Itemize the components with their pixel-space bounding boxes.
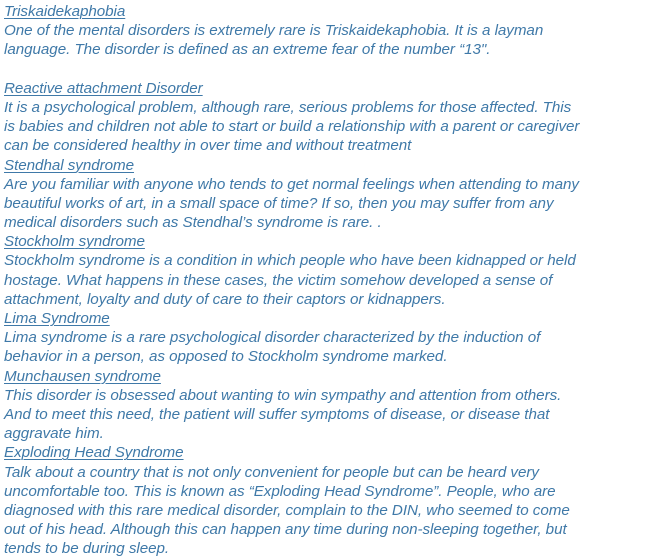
section-text-line: attachment, loyalty and duty of care to their captors or kidnappers. — [4, 290, 446, 308]
section-text-line: hostage. What happens in these cases, the victim somehow developed a sense of — [4, 271, 553, 289]
section-title-triskaidekaphobia: Triskaidekaphobia — [4, 3, 126, 20]
section-title-stendhal-syndrome: Stendhal syndrome — [4, 156, 135, 174]
section-text-line: is babies and children not able to start or build a relationship with a parent or caregiver — [4, 118, 580, 136]
section-text-line: beautiful works of art, in a small space of time? If so, then you may suffer from any — [4, 194, 554, 212]
section-text-line: uncomfortable too. This is known as “Exploding Head Syndrome”. People, who are — [4, 482, 556, 500]
section-title-stockholm-syndrome: Stockholm syndrome — [4, 233, 145, 251]
section-title-exploding-head-syndrome: Exploding Head Syndrome — [4, 444, 184, 462]
section-title-munchausen-syndrome: Munchausen syndrome — [4, 367, 161, 385]
section-text-line: Lima syndrome is a rare psychological disorder characterized by the induction of — [4, 329, 541, 347]
section-text-line: This disorder is obsessed about wanting to win sympathy and attention from others. — [4, 386, 562, 404]
section-text-line: Stockholm syndrome is a condition in which people who have been kidnapped or held — [4, 252, 576, 270]
section-text-line: out of his head. Although this can happen any time during non-sleeping together, but — [4, 521, 567, 539]
section-text-line: And to meet this need, the patient will suffer symptoms of disease, or disease that — [4, 405, 550, 423]
section-text-line: It is a psychological problem, although rare, serious problems for those affected. This — [4, 98, 572, 116]
section-text-line: language. The disorder is defined as an extreme fear of the number “13". — [4, 41, 491, 59]
section-title-reactive-attachment-disorder: Reactive attachment Disorder — [4, 79, 203, 97]
paragraph-spacer — [4, 60, 652, 79]
section-text-line: aggravate him. — [4, 425, 104, 443]
section-text-line: medical disorders such as Stendhal’s syndrome is rare. . — [4, 214, 382, 232]
section-text-line: Talk about a country that is not only convenient for people but can be heard very — [4, 463, 539, 481]
section-text-line: behavior in a person, as opposed to Stockholm syndrome marked. — [4, 348, 448, 366]
section-text-line: can be considered healthy in over time and without treatment — [4, 137, 412, 155]
section-text-line: Are you familiar with anyone who tends to get normal feelings when attending to many — [4, 175, 579, 193]
section-text-line: One of the mental disorders is extremely rare is Triskaidekaphobia. It is a layman — [4, 22, 544, 40]
section-text-line: diagnosed with this rare medical disorder, complain to the DIN, who seemed to come — [4, 501, 570, 519]
section-title-lima-syndrome: Lima Syndrome — [4, 310, 110, 327]
section-text-line: tends to be during sleep. — [4, 540, 170, 558]
